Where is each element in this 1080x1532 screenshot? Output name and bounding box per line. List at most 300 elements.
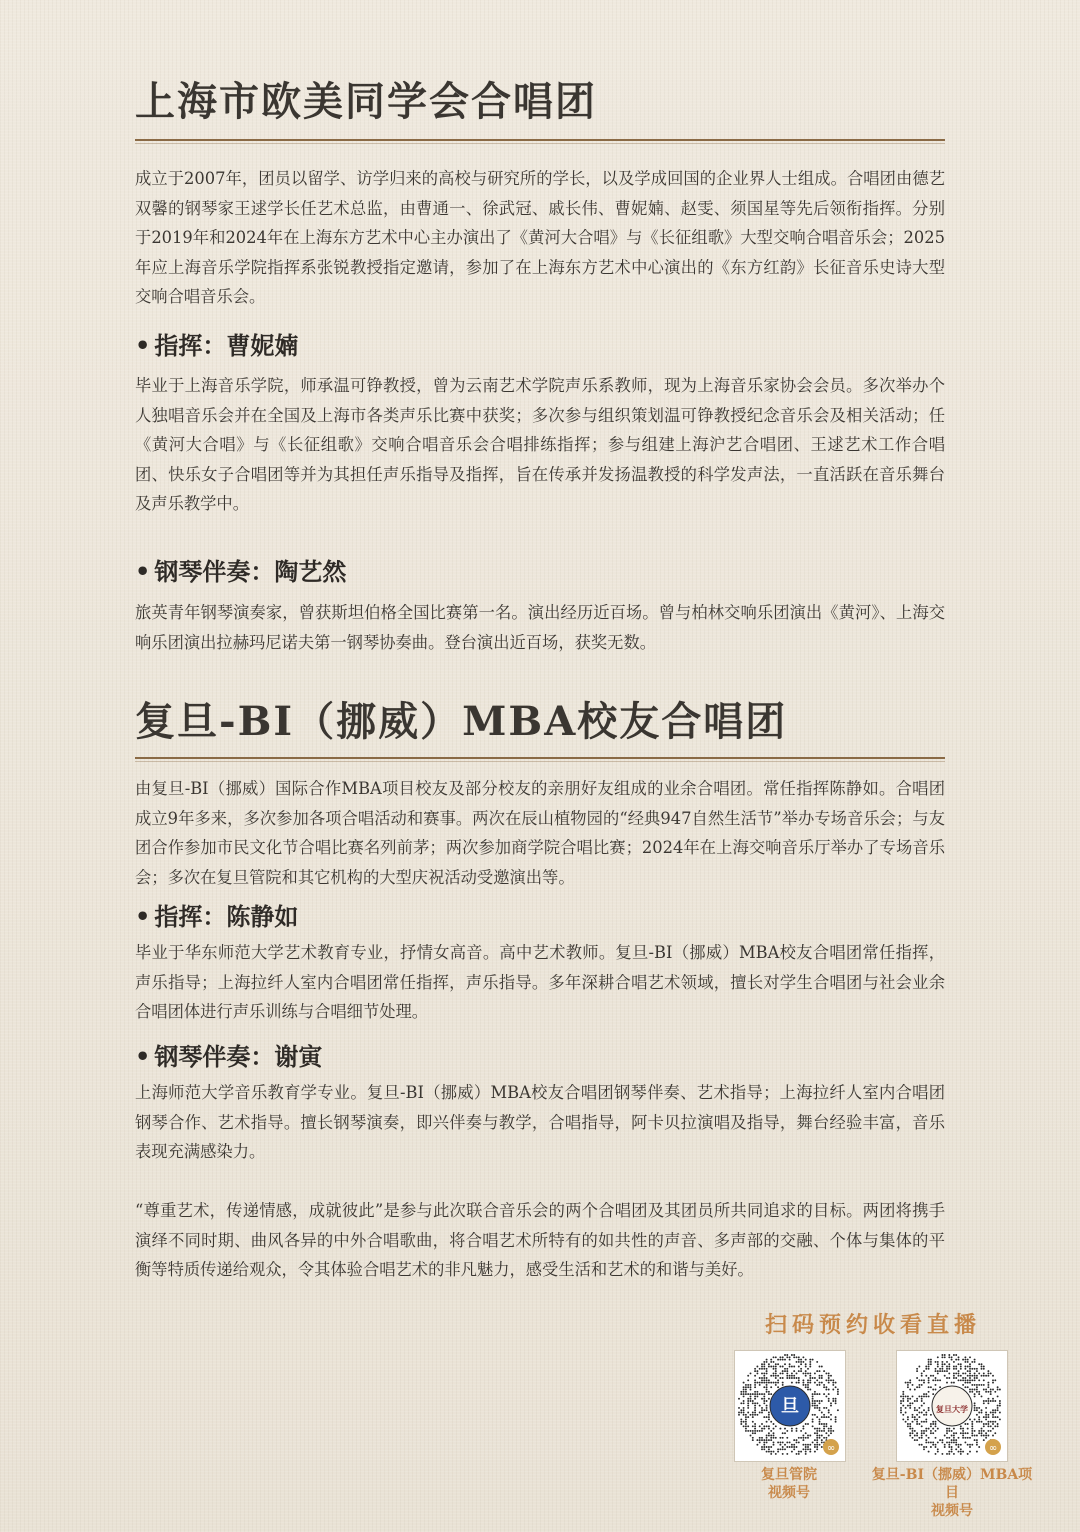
qr-dot [809,1366,811,1368]
qr-dot [766,1425,768,1427]
qr-dot [939,1370,941,1372]
qr-dot [796,1361,798,1363]
qr-dot [902,1400,904,1402]
qr-dot [981,1368,983,1370]
qr-dot [918,1384,920,1386]
qr-dot [812,1400,814,1402]
qr-dot [974,1409,976,1411]
qr-dot [766,1379,768,1381]
qr-dot [983,1368,985,1370]
qr-dot [782,1432,784,1434]
qr-dot [918,1437,920,1439]
qr-dot [964,1356,966,1358]
qr-dot [932,1432,934,1434]
qr-dot [754,1379,756,1381]
qr-dot [825,1423,827,1425]
qr-dot [816,1441,818,1443]
qr-dot [784,1444,786,1446]
qr-dot [752,1402,754,1404]
qr-caption-right-line2: 视频号 [931,1503,973,1519]
qr-code-fudan-som[interactable] [734,1350,846,1462]
qr-dot [951,1359,953,1361]
qr-dot [953,1377,955,1379]
qr-dot [766,1435,768,1437]
qr-dot [768,1418,770,1420]
qr-dot [809,1389,811,1391]
qr-dot [779,1372,781,1374]
qr-dot [819,1444,821,1446]
qr-dot [756,1414,758,1416]
qr-dot [821,1412,823,1414]
qr-dot [969,1377,971,1379]
qr-dot [944,1375,946,1377]
qr-dot [960,1379,962,1381]
qr-dot [999,1389,1001,1391]
qr-dot [918,1444,920,1446]
qr-dot [900,1402,902,1404]
qr-dot [786,1441,788,1443]
qr-dot [816,1439,818,1441]
qr-dot [925,1375,927,1377]
qr-dot [775,1375,777,1377]
qr-dot [805,1370,807,1372]
qr-dot [819,1409,821,1411]
qr-dot [921,1405,923,1407]
qr-dot [985,1432,987,1434]
qr-dot [960,1375,962,1377]
qr-dot [992,1423,994,1425]
qr-dot [832,1389,834,1391]
qr-dot [921,1375,923,1377]
qr-dot [825,1386,827,1388]
qr-dot [747,1386,749,1388]
qr-dot [909,1435,911,1437]
qr-dot [830,1430,832,1432]
qr-dot [756,1439,758,1441]
qr-dot [768,1446,770,1448]
qr-dot [974,1393,976,1395]
qr-dot [763,1439,765,1441]
qr-dot [967,1359,969,1361]
qr-dot [761,1398,763,1400]
qr-dot [793,1370,795,1372]
qr-dot [773,1375,775,1377]
qr-dot [828,1400,830,1402]
qr-dot [932,1444,934,1446]
qr-dot [743,1407,745,1409]
qr-dot [928,1366,930,1368]
qr-dot [974,1389,976,1391]
qr-dot [923,1402,925,1404]
qr-dot [768,1451,770,1453]
qr-dot [738,1412,740,1414]
qr-dot [964,1359,966,1361]
qr-dot [752,1425,754,1427]
qr-dot [969,1444,971,1446]
qr-dot [951,1356,953,1358]
qr-dot [923,1446,925,1448]
qr-dot [969,1389,971,1391]
qr-dot [937,1428,939,1430]
qr-dot [816,1405,818,1407]
qr-dot [782,1453,784,1455]
qr-dot [932,1441,934,1443]
qr-dot [971,1368,973,1370]
qr-dot [777,1451,779,1453]
qr-dot [909,1432,911,1434]
qr-dot [978,1391,980,1393]
qr-dot [743,1395,745,1397]
qr-dot [816,1437,818,1439]
qr-dot [770,1393,772,1395]
qr-dot [784,1354,786,1356]
qr-dot [805,1444,807,1446]
qr-dot [923,1409,925,1411]
qr-dot [819,1382,821,1384]
qr-dot [981,1363,983,1365]
qr-dot [775,1366,777,1368]
qr-dot [941,1453,943,1455]
qr-dot [812,1425,814,1427]
qr-dot [832,1398,834,1400]
qr-dot [828,1375,830,1377]
qr-dot [766,1451,768,1453]
qr-dot [750,1384,752,1386]
qr-dot [953,1437,955,1439]
qr-dot [916,1409,918,1411]
qr-dot [763,1428,765,1430]
qr-dot [971,1432,973,1434]
qr-dot [969,1356,971,1358]
qr-dot [745,1418,747,1420]
qr-dot [786,1446,788,1448]
qr-dot [825,1395,827,1397]
qr-dot [823,1407,825,1409]
qr-dot [747,1384,749,1386]
qr-dot [971,1428,973,1430]
qr-dot [955,1354,957,1356]
qr-dot [814,1372,816,1374]
qr-dot [807,1448,809,1450]
qr-dot [805,1451,807,1453]
qr-dot [791,1372,793,1374]
qr-dot [770,1361,772,1363]
qr-dot [777,1379,779,1381]
qr-dot [935,1368,937,1370]
qr-dot [983,1423,985,1425]
qr-dot [823,1430,825,1432]
qr-dot [967,1379,969,1381]
qr-dot [902,1414,904,1416]
qr-dot [955,1377,957,1379]
qr-dot [770,1366,772,1368]
qr-dot [809,1375,811,1377]
qr-pattern [897,1351,1007,1461]
qr-dot [759,1384,761,1386]
qr-dot [932,1379,934,1381]
qr-dot [962,1359,964,1361]
qr-dot [773,1361,775,1363]
qr-dot [999,1400,1001,1402]
qr-dot [747,1375,749,1377]
qr-dot [907,1398,909,1400]
qr-dot [994,1391,996,1393]
qr-dot [773,1382,775,1384]
qr-dot [786,1370,788,1372]
qr-dot [969,1379,971,1381]
qr-dot [976,1444,978,1446]
qr-dot [983,1384,985,1386]
qr-dot [743,1391,745,1393]
qr-dot [962,1451,964,1453]
qr-dot [946,1428,948,1430]
qr-dot [821,1446,823,1448]
qr-dot [761,1430,763,1432]
qr-dot [992,1412,994,1414]
qr-dot [953,1432,955,1434]
qr-dot [802,1428,804,1430]
qr-dot [805,1363,807,1365]
qr-dot [805,1448,807,1450]
qr-dot [976,1439,978,1441]
qr-dot [935,1377,937,1379]
qr-dot [981,1435,983,1437]
qr-dot [953,1441,955,1443]
qr-dot [761,1363,763,1365]
qr-dot [816,1430,818,1432]
qr-dot [955,1432,957,1434]
qr-dot [837,1409,839,1411]
bullet-icon: • [135,1042,151,1071]
qr-dot [828,1398,830,1400]
qr-dot [941,1361,943,1363]
qr-dot [969,1368,971,1370]
qr-dot [768,1435,770,1437]
qr-dot [802,1372,804,1374]
qr-dot [828,1435,830,1437]
qr-dot [754,1382,756,1384]
qr-dot [948,1354,950,1356]
qr-dot [789,1366,791,1368]
bullet-icon: • [135,557,151,586]
qr-dot [907,1416,909,1418]
qr-dot [983,1430,985,1432]
qr-dot [978,1430,980,1432]
qr-dot [832,1382,834,1384]
qr-dot [909,1379,911,1381]
qr-dot [773,1372,775,1374]
qr-dot [923,1432,925,1434]
qr-dot [825,1437,827,1439]
qr-dot [960,1368,962,1370]
qr-dot [747,1398,749,1400]
qr-dot [768,1363,770,1365]
qr-dot [987,1398,989,1400]
section2-title: 复旦-BI（挪威）MBA校友合唱团 [135,698,788,745]
section2-divider [135,757,945,759]
qr-dot [759,1405,761,1407]
qr-dot [937,1379,939,1381]
qr-dot [905,1412,907,1414]
qr-dot [994,1400,996,1402]
bullet-icon: • [135,902,151,931]
qr-caption-right [866,1466,1038,1520]
qr-dot [976,1414,978,1416]
qr-dot [768,1366,770,1368]
channels-badge-glyph: ∞ [988,1443,998,1454]
qr-dot [786,1375,788,1377]
qr-dot [754,1386,756,1388]
qr-dot [793,1375,795,1377]
qr-dot [828,1389,830,1391]
qr-dot [948,1428,950,1430]
qr-dot [761,1368,763,1370]
qr-dot [971,1384,973,1386]
qr-dot [987,1416,989,1418]
qr-dot [793,1377,795,1379]
qr-dot [750,1398,752,1400]
qr-dot [990,1393,992,1395]
qr-dot [819,1423,821,1425]
qr-dot [779,1377,781,1379]
qr-dot [971,1361,973,1363]
qr-dot [752,1414,754,1416]
qr-dot [761,1393,763,1395]
qr-dot [807,1384,809,1386]
qr-dot [960,1453,962,1455]
qr-dot [814,1446,816,1448]
qr-dot [766,1386,768,1388]
qr-dot [763,1366,765,1368]
qr-dot [928,1409,930,1411]
qr-dot [816,1428,818,1430]
qr-dot [743,1382,745,1384]
qr-dot [740,1418,742,1420]
qr-dot [819,1437,821,1439]
qr-dot [925,1368,927,1370]
qr-dot [962,1435,964,1437]
qr-dot [935,1425,937,1427]
qr-dot [987,1402,989,1404]
qr-dot [800,1370,802,1372]
qr-dot [754,1370,756,1372]
qr-dot [768,1382,770,1384]
qr-dot [921,1384,923,1386]
qr-dot [830,1379,832,1381]
qr-dot [756,1366,758,1368]
qr-dot [828,1393,830,1395]
qr-dot [821,1366,823,1368]
qr-dot [969,1372,971,1374]
qr-dot [990,1412,992,1414]
qr-dot [907,1400,909,1402]
section2-conductor-heading-text: 指挥：陈静如 [154,902,299,931]
qr-dot [976,1368,978,1370]
qr-dot [768,1412,770,1414]
qr-dot [763,1444,765,1446]
qr-dot [932,1375,934,1377]
qr-dot [912,1384,914,1386]
qr-dot [766,1400,768,1402]
qr-dot [740,1409,742,1411]
qr-dot [981,1432,983,1434]
qr-dot [916,1435,918,1437]
qr-dot [752,1400,754,1402]
qr-caption-left-line1: 复旦管院 [761,1467,817,1483]
qr-dot [789,1356,791,1358]
qr-dot [759,1377,761,1379]
qr-dot [969,1391,971,1393]
qr-dot [798,1441,800,1443]
qr-dot [777,1359,779,1361]
qr-dot [740,1393,742,1395]
qr-dot [958,1379,960,1381]
qr-dot [814,1377,816,1379]
qr-dot [900,1412,902,1414]
qr-dot [814,1407,816,1409]
qr-dot [754,1423,756,1425]
qr-dot [941,1441,943,1443]
qr-dot [932,1428,934,1430]
qr-dot [796,1356,798,1358]
qr-dot [958,1375,960,1377]
qr-dot [821,1382,823,1384]
qr-dot [958,1370,960,1372]
qr-dot [809,1382,811,1384]
qr-dot [800,1361,802,1363]
qr-dot [809,1372,811,1374]
qr-dot [763,1448,765,1450]
qr-dot [990,1421,992,1423]
qr-dot [768,1391,770,1393]
qr-dot [983,1435,985,1437]
qr-dot [974,1405,976,1407]
qr-dot [962,1437,964,1439]
section2-pianist-heading [135,1043,322,1072]
qr-dot [902,1418,904,1420]
qr-dot [745,1384,747,1386]
qr-dot [925,1441,927,1443]
qr-dot [935,1389,937,1391]
qr-dot [825,1425,827,1427]
qr-dot [784,1359,786,1361]
qr-dot [798,1361,800,1363]
qr-dot [766,1409,768,1411]
qr-dot [958,1446,960,1448]
qr-dot [900,1400,902,1402]
qr-dot [948,1451,950,1453]
qr-dot [802,1437,804,1439]
qr-dot [969,1366,971,1368]
qr-dot [971,1423,973,1425]
qr-dot [798,1382,800,1384]
qr-dot [819,1375,821,1377]
qr-dot [967,1428,969,1430]
qr-dot [902,1395,904,1397]
qr-dot [812,1393,814,1395]
qr-dot [978,1407,980,1409]
qr-dot [773,1423,775,1425]
qr-dot [814,1444,816,1446]
qr-dot [809,1363,811,1365]
qr-dot [766,1377,768,1379]
qr-dot [763,1386,765,1388]
qr-dot [967,1382,969,1384]
qr-dot [997,1389,999,1391]
qr-dot [962,1428,964,1430]
qr-code-fudan-bi-mba[interactable] [896,1350,1008,1462]
qr-dot [925,1446,927,1448]
